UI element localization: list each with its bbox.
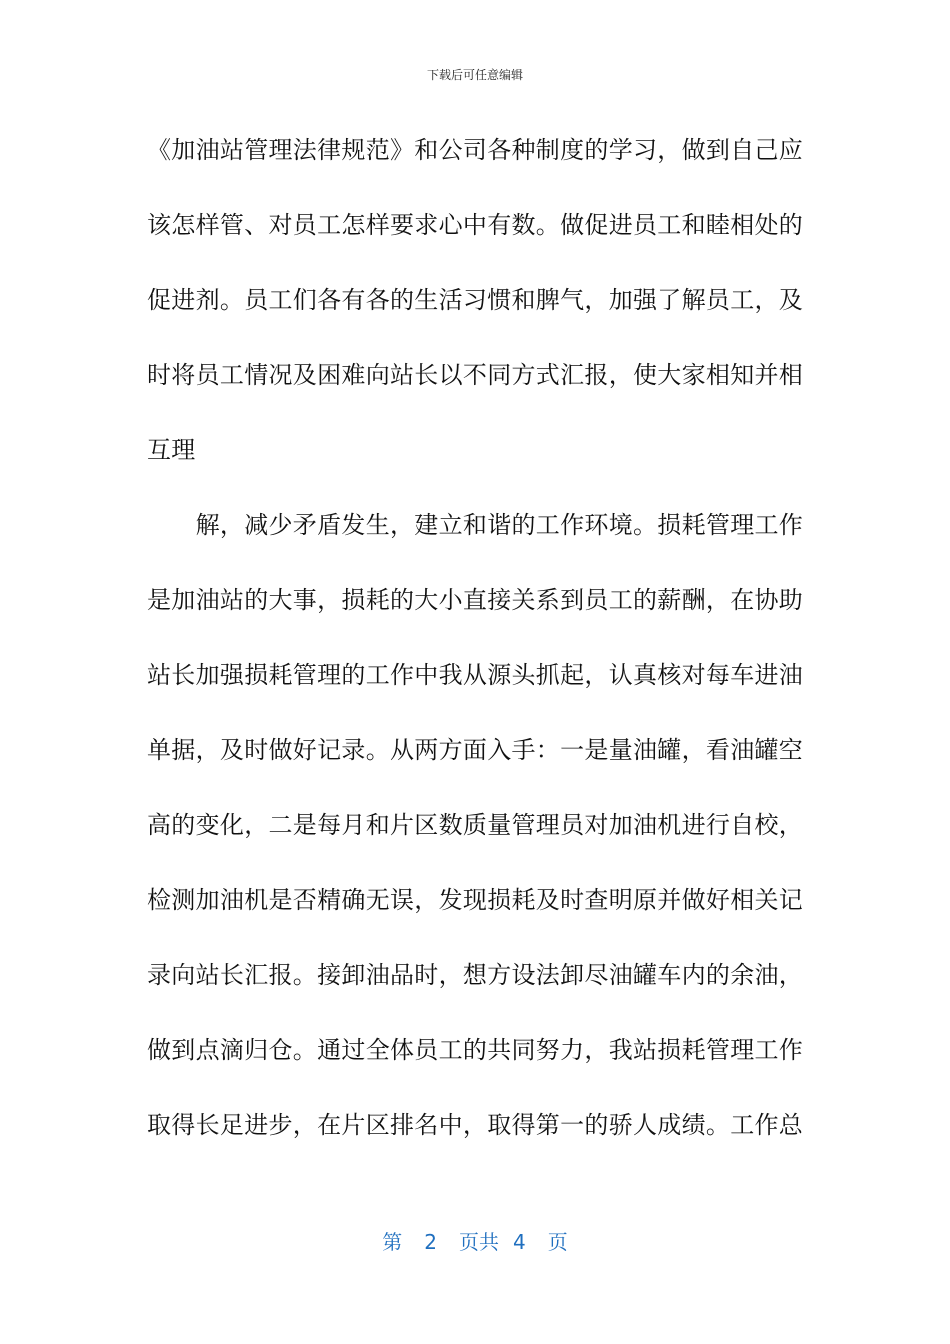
body-line: 《加油站管理法律规范》和公司各种制度的学习，做到自己应 xyxy=(147,136,804,164)
total-pages-number: 4 xyxy=(513,1230,526,1254)
body-line: 是加油站的大事，损耗的大小直接关系到员工的薪酬，在协助 xyxy=(147,586,804,614)
current-page-number: 2 xyxy=(424,1230,437,1254)
footer-suffix: 页 xyxy=(547,1230,568,1254)
body-line: 时将员工情况及困难向站长以不同方式汇报，使大家相知并相 xyxy=(147,361,804,389)
body-line: 取得长足进步，在片区排名中，取得第一的骄人成绩。工作总 xyxy=(147,1111,804,1139)
body-line: 解，减少矛盾发生，建立和谐的工作环境。损耗管理工作 xyxy=(147,511,804,539)
page-number-footer xyxy=(0,1226,950,1255)
body-line: 做到点滴归仓。通过全体员工的共同努力，我站损耗管理工作 xyxy=(147,1036,804,1064)
body-line: 促进剂。员工们各有各的生活习惯和脾气，加强了解员工，及 xyxy=(147,286,804,314)
body-line: 互理 xyxy=(147,436,196,464)
body-line: 单据，及时做好记录。从两方面入手：一是量油罐，看油罐空 xyxy=(147,736,804,764)
footer-prefix: 第 xyxy=(382,1230,403,1254)
body-line: 检测加油机是否精确无误，发现损耗及时查明原并做好相关记 xyxy=(147,886,804,914)
header-note: 下载后可任意编辑 xyxy=(426,68,523,82)
body-line: 高的变化，二是每月和片区数质量管理员对加油机进行自校， xyxy=(147,811,804,839)
body-line: 录向站长汇报。接卸油品时，想方设法卸尽油罐车内的余油， xyxy=(147,961,804,989)
footer-middle: 页共 xyxy=(459,1230,499,1254)
body-line: 该怎样管、对员工怎样要求心中有数。做促进员工和睦相处的 xyxy=(147,211,804,239)
body-line: 站长加强损耗管理的工作中我从源头抓起，认真核对每车进油 xyxy=(147,661,804,689)
